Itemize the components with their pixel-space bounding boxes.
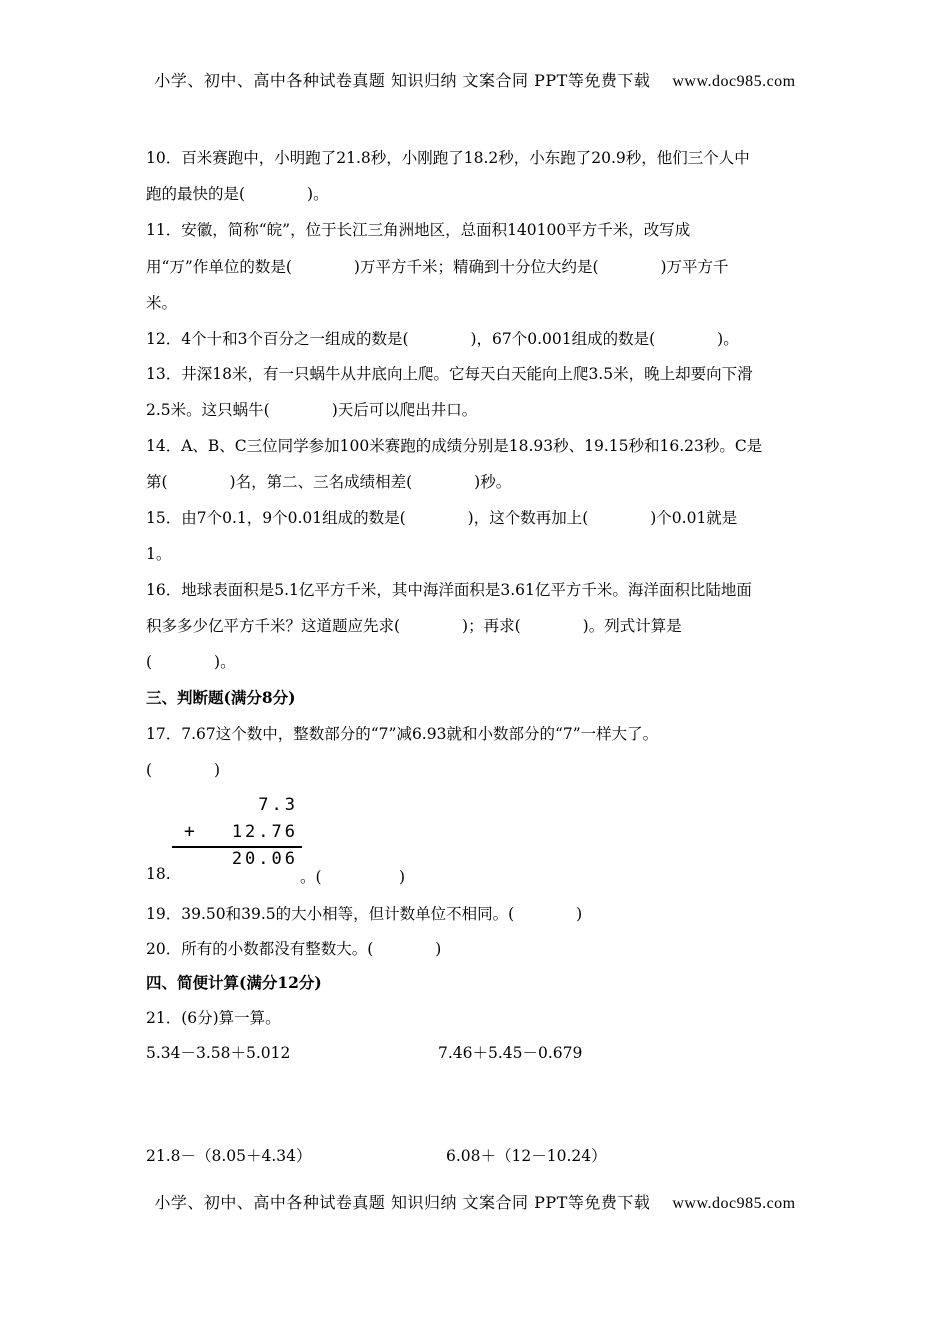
- question-14-line1: 14．A、B、C三位同学参加100米赛跑的成绩分别是18.93秒、19.15秒和16.23秒。C是: [146, 437, 763, 455]
- question-11-line2: 用“万”作单位的数是( )万平方千米；精确到十分位大约是( )万平方千: [146, 258, 729, 276]
- expression-4: 6.08＋（12－10.24）: [446, 1147, 607, 1165]
- question-19: 19．39.50和39.5的大小相等，但计数单位不相同。( ): [146, 905, 583, 923]
- question-14-line2: 第( )名，第二、三名成绩相差( )秒。: [146, 473, 512, 491]
- question-18-answer: 。( ): [300, 868, 406, 886]
- expression-3: 21.8－（8.05＋4.34）: [146, 1147, 312, 1165]
- question-15-line1: 15．由7个0.1，9个0.01组成的数是( )，这个数再加上( )个0.01就是: [146, 509, 738, 527]
- page-header: [0, 68, 950, 91]
- question-12: 12．4个十和3个百分之一组成的数是( )，67个0.001组成的数是( )。: [146, 330, 739, 348]
- addend-top: 7.3: [258, 795, 298, 815]
- question-10-line1: 10．百米赛跑中，小明跑了21.8秒，小刚跑了18.2秒，小东跑了20.9秒，他们三个人中: [146, 149, 750, 167]
- question-16-line2: 积多多少亿平方千米？这道题应先求( )；再求( )。列式计算是: [146, 617, 682, 635]
- question-20: 20．所有的小数都没有整数大。( ): [146, 940, 442, 958]
- page-footer: [0, 1190, 950, 1213]
- question-13-line2: 2.5米。这只蜗牛( )天后可以爬出井口。: [146, 401, 478, 419]
- plus-sign: +: [184, 821, 195, 842]
- question-17-line1: 17．7.67这个数中，整数部分的“7”减6.93就和小数部分的“7”一样大了。: [146, 725, 659, 743]
- header-site: www.doc985.com: [672, 73, 796, 90]
- expression-2: 7.46＋5.45－0.679: [438, 1044, 583, 1062]
- question-18-number: 18.: [146, 865, 171, 883]
- question-16-line1: 16．地球表面积是5.1亿平方千米，其中海洋面积是3.61亿平方千米。海洋面积比陆地面: [146, 581, 752, 599]
- addend-bottom: 12.76: [231, 822, 298, 842]
- question-11-line1: 11．安徽，简称“皖”，位于长江三角洲地区，总面积140100平方千米，改写成: [146, 221, 691, 239]
- footer-site: www.doc985.com: [672, 1195, 796, 1212]
- question-15-line2: 1。: [146, 545, 172, 563]
- section-4-title: 四、简便计算(满分12分): [146, 973, 322, 992]
- question-21: 21．(6分)算一算。: [146, 1009, 281, 1027]
- header-text: 小学、初中、高中各种试卷真题 知识归纳 文案合同 PPT等免费下载: [154, 71, 651, 90]
- question-10-line2: 跑的最快的是( )。: [146, 185, 329, 203]
- sum-result: 20.06: [231, 849, 298, 869]
- sum-line: [172, 846, 302, 848]
- expression-1: 5.34－3.58＋5.012: [146, 1044, 291, 1062]
- section-3-title: 三、判断题(满分8分): [146, 688, 296, 707]
- question-17-line2: ( ): [146, 761, 221, 779]
- footer-text: 小学、初中、高中各种试卷真题 知识归纳 文案合同 PPT等免费下载: [154, 1193, 651, 1212]
- vertical-addition: [172, 790, 304, 872]
- question-16-line3: ( )。: [146, 653, 236, 671]
- question-13-line1: 13．井深18米，有一只蜗牛从井底向上爬。它每天白天能向上爬3.5米，晚上却要向下滑: [146, 365, 753, 383]
- question-11-line3: 米。: [146, 294, 178, 312]
